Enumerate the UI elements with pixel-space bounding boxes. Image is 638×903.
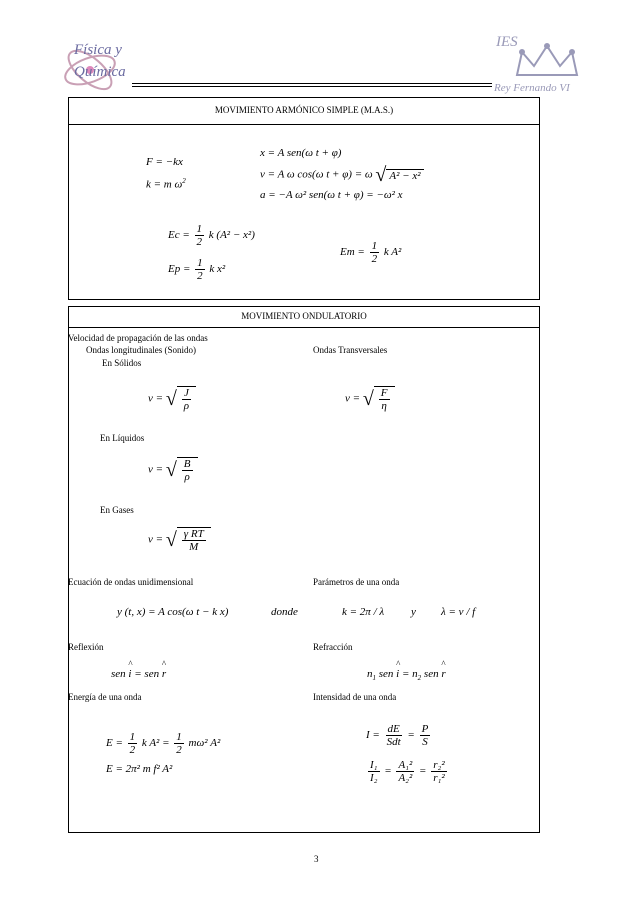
energia-eq2: E = 2π² m f² A² (106, 763, 173, 775)
refr-i: ^ i (396, 668, 399, 680)
crown-icon (512, 40, 582, 80)
eq-em (340, 240, 401, 265)
eq-em-label: Em = (340, 246, 365, 259)
energia-heading: Energía de una onda (68, 692, 142, 702)
eq-k: k = m $\omega^2$ (146, 177, 186, 191)
eq-ep-label: Ep = (168, 263, 191, 276)
int-dE: dE (387, 723, 400, 735)
liquids-den: ρ (184, 471, 190, 483)
mas-title-divider (68, 124, 540, 125)
refr-sen2: sen (423, 668, 439, 680)
en-frac2-den: 2 (176, 744, 182, 756)
refraccion-heading: Refracción (313, 642, 353, 652)
page-number: 3 (314, 854, 319, 864)
ratio-I2: I₂ (370, 772, 378, 784)
refr-n1: n (367, 668, 373, 680)
int-P: P (421, 723, 429, 735)
eq-v-transversal: v = √ $\frac{F}{\eta}$ (345, 386, 395, 412)
donde-word: donde (271, 606, 298, 618)
ratio-A1: A₁² (398, 759, 413, 771)
liquids-label: En Líquidos (100, 433, 145, 443)
wave-eq-heading: Ecuación de ondas unidimensional (68, 577, 194, 587)
eq-v-solids-label: v = (148, 392, 164, 405)
eq-v-liq-label: v = (148, 463, 164, 476)
eq-force: F = −kx (146, 156, 183, 168)
refraccion-equation (367, 668, 446, 682)
ratio-r1: r₁² (433, 772, 445, 784)
refl-mid: = sen (134, 668, 160, 680)
eq-a: a = −A ω² sen(ω t + φ) = −ω² x (260, 189, 403, 201)
header-rule-bottom (132, 86, 492, 87)
energia-eq1 (106, 731, 220, 756)
en-frac1-den: 2 (129, 744, 136, 756)
eq-ep-num: 1 (197, 257, 203, 269)
ondulatorio-title: MOVIMIENTO ONDULATORIO (241, 311, 367, 321)
eq-ec-den: 2 (196, 236, 203, 248)
logo-text-school-name: Rey Fernando VI (494, 82, 570, 94)
ratio-r2: r₂² (433, 759, 445, 771)
int-I: I = (366, 729, 380, 742)
ratio-eq2: = (419, 765, 427, 778)
reflexion-equation (111, 668, 166, 680)
eq-v-gas-label: v = (148, 533, 164, 546)
eq-v-text: v = A ω cos(ω t + φ) = ω (260, 168, 373, 181)
longitudinal-heading: Ondas longitudinales (Sonido) (86, 345, 196, 355)
eq-v-gases: v = √ $\frac{\text{γ RT}}{M}$ (148, 527, 211, 553)
velocity-heading: Velocidad de propagación de las ondas (68, 333, 208, 343)
en-frac1-num: 1 (129, 731, 136, 743)
int-Sdt: Sdt (386, 736, 401, 748)
ratio-eq1: = (384, 765, 392, 778)
eq-x: x = A sen(ω t + φ) (260, 147, 342, 159)
logo-text-ies: IES (496, 34, 518, 50)
eq-v-trans-label: v = (345, 392, 361, 405)
int-eq: = (407, 729, 415, 742)
refl-sen: sen (111, 668, 126, 680)
eq-v-solids: v = √ $\frac{J}{\rho}$ (148, 386, 196, 412)
y-word: y (411, 606, 416, 618)
ratio-A2: A₂² (398, 772, 413, 784)
eq-v-liquids: v = √ $\frac{B}{\rho}$ (148, 457, 198, 483)
eq-v: v = A ω cos(ω t + φ) = ω √ A² − x² (260, 165, 424, 185)
refr-sen1: sen (378, 668, 394, 680)
intensidad-heading: Intensidad de una onda (313, 692, 397, 702)
eq-ec (168, 223, 255, 248)
eq-v-root: A² − x² (386, 169, 423, 182)
k-equation: k = 2π / λ (342, 606, 385, 618)
eq-ec-label: Ec = (168, 229, 190, 242)
refr-sub1: 1 (372, 674, 376, 683)
en-right: mω² A² (188, 737, 221, 750)
eq-ec-rest: k (A² − x²) (208, 229, 255, 242)
school-logo (492, 34, 584, 100)
logo-text-quimica: Química (74, 64, 126, 80)
int-S: S (422, 736, 428, 748)
trans-den: η (381, 400, 387, 412)
solids-num: J (183, 387, 189, 399)
trans-num: F (380, 387, 388, 399)
logo-text-fisica: Física y (74, 42, 122, 58)
refr-r: ^ r (441, 668, 445, 680)
intensidad-eq (366, 723, 432, 748)
en-frac2-num: 1 (176, 731, 182, 743)
eq-em-num: 1 (371, 240, 378, 252)
mas-title: MOVIMIENTO ARMÓNICO SIMPLE (M.A.S.) (214, 105, 394, 115)
refr-sub2: 2 (417, 674, 422, 683)
transversal-heading: Ondas Transversales (313, 345, 388, 355)
solids-label: En Sólidos (102, 358, 142, 368)
reflexion-heading: Reflexión (68, 642, 104, 652)
eq-em-rest: k A² (383, 246, 402, 259)
refl-i: ^ i (128, 668, 131, 680)
header-rule-top (132, 83, 492, 84)
refl-r: ^ r (162, 668, 166, 680)
liquids-num: B (183, 458, 191, 470)
eq-ec-num: 1 (196, 223, 203, 235)
eq-k-text: k = m ω (146, 178, 183, 191)
wave-equation: y (t, x) = A cos(ω t − k x) (117, 606, 229, 618)
solids-den: ρ (183, 400, 190, 412)
en-mid: k A² = (141, 737, 170, 750)
lambda-equation: λ = v / f (441, 606, 476, 618)
gases-den: M (189, 541, 199, 553)
params-heading: Parámetros de una onda (313, 577, 400, 587)
eq-ep-den: 2 (197, 270, 203, 282)
eq-ep (168, 257, 225, 282)
eq-ep-rest: k x² (209, 263, 226, 276)
ratio-I1: I₁ (370, 759, 378, 771)
refr-eq: = n (401, 668, 418, 680)
eq-em-den: 2 (371, 253, 378, 265)
gases-label: En Gases (100, 505, 134, 515)
en-left: E = (106, 737, 123, 750)
gases-num: γ RT (183, 528, 204, 540)
ondulatorio-title-divider (68, 327, 540, 328)
physics-chemistry-logo (60, 38, 130, 98)
intensidad-ratio (366, 759, 449, 784)
